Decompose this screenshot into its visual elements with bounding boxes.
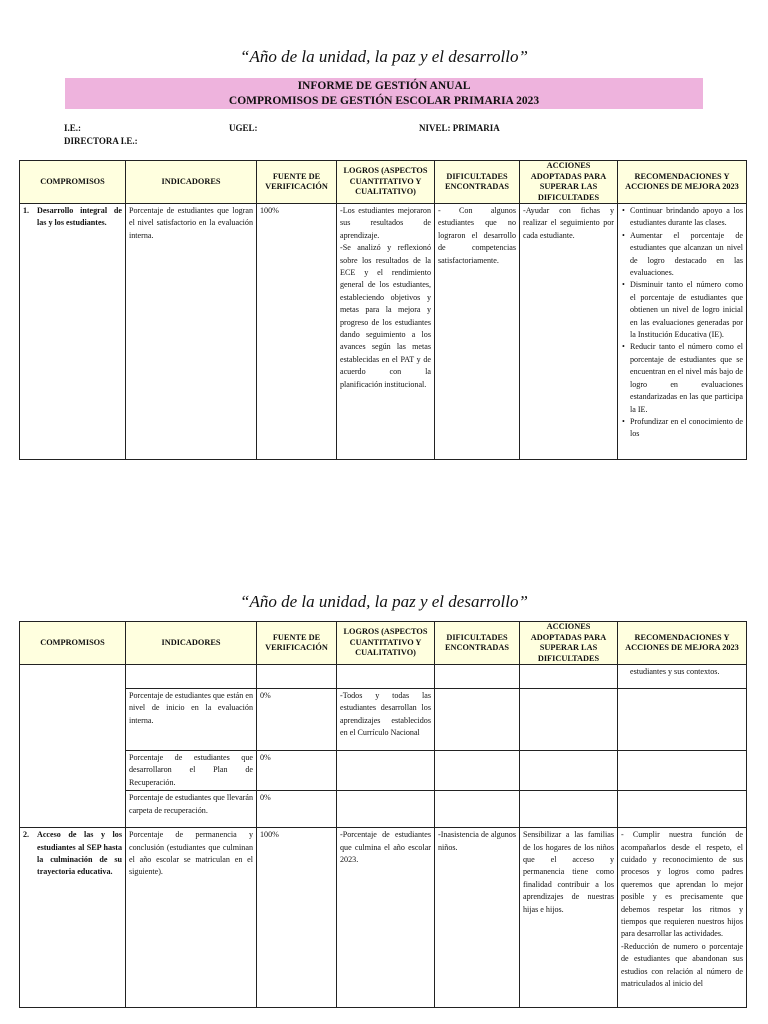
logros-cell xyxy=(337,791,435,828)
fuente-cell: 0% xyxy=(257,791,337,828)
recomendacion-item: • Continuar brindando apoyo a los estudiantes durante las clases. xyxy=(630,205,743,230)
table-header-row xyxy=(20,622,747,665)
recomendaciones-cell xyxy=(618,665,747,689)
page-motto: “Año de la unidad, la paz y el desarrollo” xyxy=(240,592,528,611)
indicador-cell: Porcentaje de estudiantes que desarrollaron el Plan de Recuperación. xyxy=(126,751,257,791)
acciones-cell xyxy=(520,665,618,689)
fuente-cell: 100% xyxy=(257,828,337,1008)
compromiso-number: 1. xyxy=(23,206,30,215)
recomendaciones-cell xyxy=(618,204,747,460)
table-row xyxy=(20,751,747,791)
header-dificultades: DIFICULTADES ENCONTRADAS xyxy=(435,161,520,204)
ie-label: I.E.: xyxy=(64,123,82,133)
indicador-cell: Porcentaje de permanencia y conclusión (estudiantes que culminan el año escolar se matriculan en el siguiente). xyxy=(126,828,257,1008)
logros-item: -Se analizó y reflexionó sobre los resultados de la ECE y el rendimiento general de los estudiantes, estableciendo objetivos y metas para la mejora y progreso de los estudiantes dando seguimiento a los avances según las metas establecidas en el PAT y de acuerdo con la planificación institucional. xyxy=(340,243,431,389)
recomendacion-item: • Reducir tanto el número como el porcentaje de estudiantes que se encuentran en el nivel más bajo de logro en evaluaciones estandarizadas en las que participa la IE. xyxy=(630,341,743,415)
header-acciones: ACCIONES ADOPTADAS PARA SUPERAR LAS DIFICULTADES xyxy=(520,622,618,665)
compromiso-number: 2. xyxy=(23,830,30,840)
directora-label: DIRECTORA I.E.: xyxy=(64,136,138,146)
logros-item: -Los estudiantes mejoraron sus resultados de aprendizaje. xyxy=(340,206,431,240)
table-row xyxy=(20,204,747,460)
ugel-label: UGEL: xyxy=(229,123,258,133)
indicador-cell xyxy=(126,665,257,689)
header-indicadores: INDICADORES xyxy=(126,161,257,204)
recomendacion-continuation: estudiantes y sus contextos. xyxy=(630,667,720,676)
dificultades-cell xyxy=(435,791,520,828)
header-indicadores: INDICADORES xyxy=(126,622,257,665)
indicador-cell: Porcentaje de estudiantes que llevarán carpeta de recuperación. xyxy=(126,791,257,828)
logros-cell: -Todos y todas las estudiantes desarrollan los aprendizajes establecidos en el Currículo Nacional xyxy=(337,689,435,751)
header-logros: LOGROS (ASPECTOS CUANTITATIVO Y CUALITATIVO) xyxy=(337,161,435,204)
header-logros: LOGROS (ASPECTOS CUANTITATIVO Y CUALITATIVO) xyxy=(337,622,435,665)
header-compromisos: COMPROMISOS xyxy=(20,161,126,204)
dificultades-cell: -Inasistencia de algunos niños. xyxy=(435,828,520,1008)
compromiso-cell xyxy=(20,828,126,1008)
logros-cell: -Porcentaje de estudiantes que culmina el año escolar 2023. xyxy=(337,828,435,1008)
table-row xyxy=(20,828,747,1008)
compromiso-text: Desarrollo integral de las y los estudiantes. xyxy=(37,206,122,228)
recomendacion-item: • Disminuir tanto el número como el porcentaje de estudiantes que obtienen un nivel de logro inicial en las evaluaciones generadas por la Institución Educativa (IE). xyxy=(630,279,743,341)
logros-cell xyxy=(337,204,435,460)
acciones-cell: -Ayudar con fichas y realizar el seguimiento por cada estudiante. xyxy=(520,204,618,460)
fuente-cell: 0% xyxy=(257,689,337,751)
table-header-row xyxy=(20,161,747,204)
recomendacion-item: -Reducción de numero o porcentaje de estudiantes que abandonan sus estudios con relación al número de matriculados al inicio del xyxy=(621,941,743,989)
recomendacion-item: • Aumentar el porcentaje de estudiantes que alcanzan un nivel de logro destacado en las evaluaciones. xyxy=(630,230,743,280)
header-fuente: FUENTE DE VERIFICACIÓN xyxy=(257,161,337,204)
fuente-cell: 100% xyxy=(257,204,337,460)
table-row xyxy=(20,689,747,751)
dificultades-cell xyxy=(435,751,520,791)
table-row xyxy=(20,665,747,689)
table-row xyxy=(20,791,747,828)
acciones-cell xyxy=(520,689,618,751)
logros-cell xyxy=(337,665,435,689)
acciones-cell xyxy=(520,791,618,828)
dificultades-cell xyxy=(435,665,520,689)
report-title-banner xyxy=(65,78,703,109)
logros-cell xyxy=(337,751,435,791)
nivel-label: NIVEL: PRIMARIA xyxy=(419,123,500,133)
management-table-page2 xyxy=(19,621,747,1008)
recomendaciones-cell xyxy=(618,689,747,751)
recomendaciones-cell xyxy=(618,828,747,1008)
recomendaciones-cell xyxy=(618,791,747,828)
page-motto: “Año de la unidad, la paz y el desarrollo” xyxy=(240,47,528,66)
fuente-cell xyxy=(257,665,337,689)
header-acciones: ACCIONES ADOPTADAS PARA SUPERAR LAS DIFICULTADES xyxy=(520,161,618,204)
dificultades-cell: - Con algunos estudiantes que no lograron el desarrollo de competencias satisfactoriamente. xyxy=(435,204,520,460)
recomendaciones-cell xyxy=(618,751,747,791)
management-table-page1 xyxy=(19,160,747,460)
compromiso-text: Acceso de las y los estudiantes al SEP hasta la culminación de su trayectoria educativa. xyxy=(37,830,122,877)
compromiso-cell xyxy=(20,665,126,828)
indicador-cell: Porcentaje de estudiantes que están en nivel de inicio en la evaluación interna. xyxy=(126,689,257,751)
header-compromisos: COMPROMISOS xyxy=(20,622,126,665)
report-title: INFORME DE GESTIÓN ANUAL xyxy=(297,80,471,92)
acciones-cell: Sensibilizar a las familias de los hogares de los niños que el acceso y permanencia tiene como finalidad contribuir a los aprendizajes de nuestras hijas e hijos. xyxy=(520,828,618,1008)
header-recomendaciones: RECOMENDACIONES Y ACCIONES DE MEJORA 2023 xyxy=(618,622,747,665)
indicador-cell: Porcentaje de estudiantes que logran el nivel satisfactorio en la evaluación interna. xyxy=(126,204,257,460)
dificultades-cell xyxy=(435,689,520,751)
report-subtitle: COMPROMISOS DE GESTIÓN ESCOLAR PRIMARIA 2023 xyxy=(228,95,540,107)
fuente-cell: 0% xyxy=(257,751,337,791)
header-fuente: FUENTE DE VERIFICACIÓN xyxy=(257,622,337,665)
recomendacion-item: • Profundizar en el conocimiento de los xyxy=(630,416,743,441)
header-dificultades: DIFICULTADES ENCONTRADAS xyxy=(435,622,520,665)
header-recomendaciones: RECOMENDACIONES Y ACCIONES DE MEJORA 2023 xyxy=(618,161,747,204)
compromiso-cell xyxy=(20,204,126,460)
acciones-cell xyxy=(520,751,618,791)
recomendacion-item: - Cumplir nuestra función de acompañarlos desde el respeto, el cuidado y reconocimiento de sus procesos y logros como padres queremos que aprendan lo mejor posible y es precisamente que debemos respetar los ritmos y tiempos que requieren nuestros hijos para desarrollar las actividades. xyxy=(621,830,743,939)
